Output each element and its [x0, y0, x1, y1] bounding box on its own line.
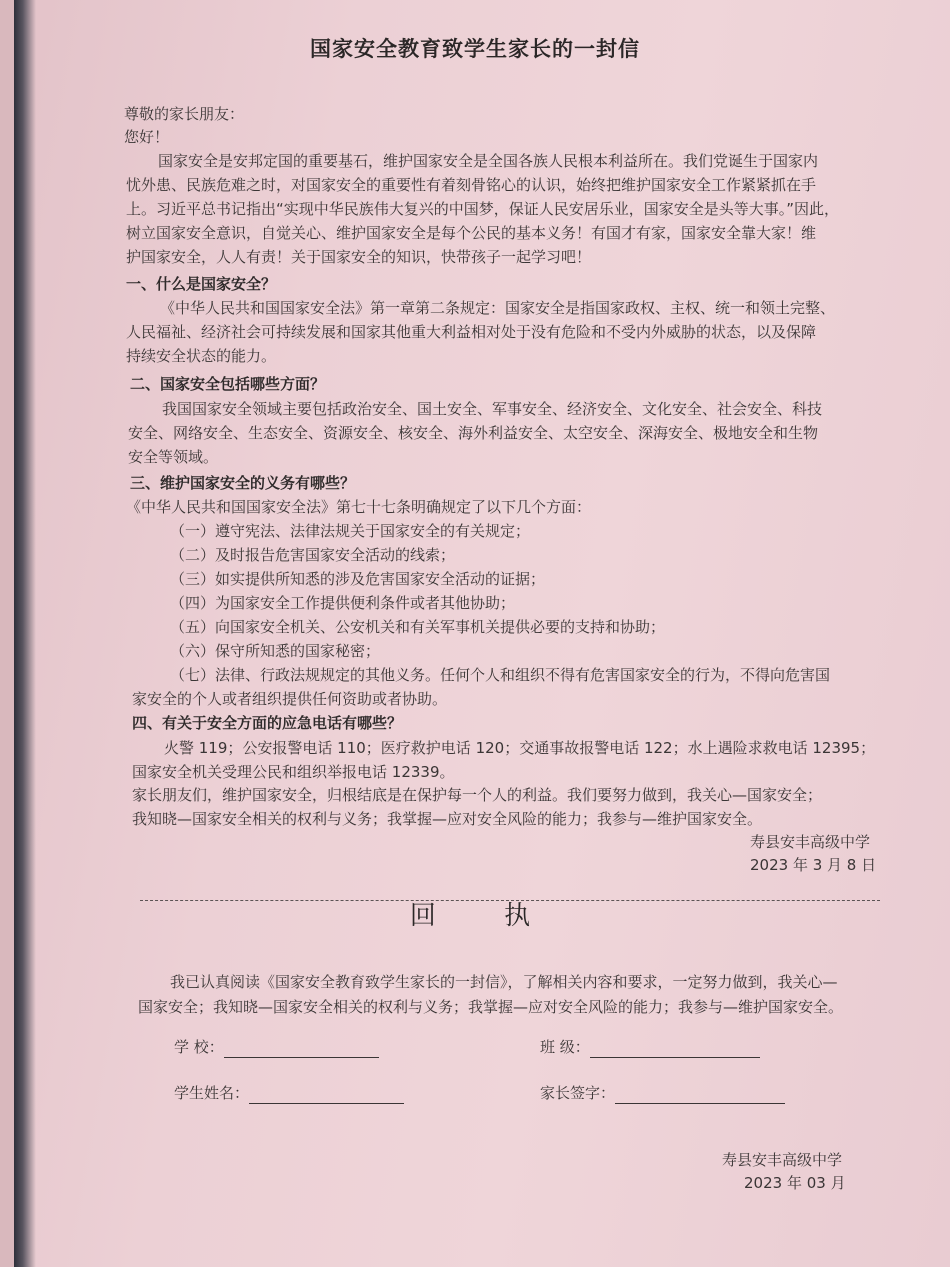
letter-date: 2023 年 3 月 8 日 [750, 856, 877, 874]
student-name-label: 学生姓名： [174, 1084, 250, 1102]
closing-line: 我知晓—国家安全相关的权利与义务；我掌握—应对安全风险的能力；我参与—维护国家安全。 [132, 810, 763, 828]
receipt-date: 2023 年 03 月 [744, 1174, 846, 1192]
section1-heading: 一、什么是国家安全？ [126, 275, 277, 293]
class-field-label: 班 级： [540, 1038, 590, 1056]
section1-line: 人民福祉、经济社会可持续发展和国家其他重大利益相对处于没有危险和不受内外威胁的状态，以及保障 [126, 323, 817, 341]
section3-item: （四）为国家安全工作提供便利条件或者其他协助； [170, 594, 516, 612]
student-name-field [174, 1082, 404, 1104]
section2-line: 我国国家安全领域主要包括政治安全、国土安全、军事安全、经济安全、文化安全、社会安全、科技 [162, 400, 823, 418]
parent-signature-label: 家长签字： [540, 1084, 616, 1102]
section3-heading: 三、维护国家安全的义务有哪些？ [130, 474, 356, 492]
section2-heading: 二、国家安全包括哪些方面？ [130, 375, 326, 393]
receipt-body-line: 我已认真阅读《国家安全教育致学生家长的一封信》，了解相关内容和要求，一定努力做到，我关心— [170, 973, 838, 991]
salutation: 尊敬的家长朋友： [124, 105, 245, 123]
section3-item: （五）向国家安全机关、公安机关和有关军事机关提供必要的支持和协助； [170, 618, 666, 636]
page-edge-shadow [14, 0, 36, 1267]
receipt-body-line: 国家安全；我知晓—国家安全相关的权利与义务；我掌握—应对安全风险的能力；我参与—维护国家安全。 [138, 998, 844, 1016]
section4-heading: 四、有关于安全方面的应急电话有哪些？ [132, 714, 403, 732]
intro-line: 忧外患、民族危难之时，对国家安全的重要性有着刻骨铭心的认识，始终把维护国家安全工作紧紧抓在手 [126, 176, 817, 194]
class-input-line[interactable] [590, 1041, 760, 1058]
intro-line: 树立国家安全意识，自觉关心、维护国家安全是每个公民的基本义务！有国才有家，国家安全靠大家！维 [126, 224, 817, 242]
section3-intro: 《中华人民共和国国家安全法》第七十七条明确规定了以下几个方面： [126, 498, 592, 516]
section4-phones: 火警 119；公安报警电话 110；医疗救护电话 120；交通事故报警电话 122；水上遇险求救电话 12395； [164, 739, 876, 757]
intro-line: 国家安全是安邦定国的重要基石，维护国家安全是全国各族人民根本利益所在。我们党诞生于国家内 [158, 152, 819, 170]
letter-title: 国家安全教育致学生家长的一封信 [310, 37, 640, 61]
school-field-label: 学 校： [174, 1038, 224, 1056]
closing-line: 家长朋友们，维护国家安全，归根结底是在保护每一个人的利益。我们要努力做到，我关心—国家安全； [132, 786, 823, 804]
section3-item: （六）保守所知悉的国家秘密； [170, 642, 381, 660]
section3-item: （三）如实提供所知悉的涉及危害国家安全活动的证据； [170, 570, 546, 588]
section1-line: 持续安全状态的能力。 [126, 347, 277, 365]
receipt-title: 回 执 [409, 901, 561, 931]
section3-item-cont: 家安全的个人或者组织提供任何资助或者协助。 [132, 690, 448, 708]
section3-item: （二）及时报告危害国家安全活动的线索； [170, 546, 456, 564]
section4-phones-cont: 国家安全机关受理公民和组织举报电话 12339。 [132, 763, 455, 781]
section1-line: 《中华人民共和国国家安全法》第一章第二条规定：国家安全是指国家政权、主权、统一和领土完整、 [160, 299, 836, 317]
letter-signer: 寿县安丰高级中学 [750, 833, 871, 851]
section2-line: 安全、网络安全、生态安全、资源安全、核安全、海外利益安全、太空安全、深海安全、极地安全和生物 [128, 424, 819, 442]
greeting: 您好！ [124, 128, 170, 146]
section3-item: （一）遵守宪法、法律法规关于国家安全的有关规定； [170, 522, 531, 540]
intro-line: 护国家安全，人人有责！关于国家安全的知识，快带孩子一起学习吧！ [126, 248, 592, 266]
student-name-input-line[interactable] [249, 1087, 404, 1104]
parent-signature-input-line[interactable] [615, 1087, 785, 1104]
parent-signature-field [540, 1082, 785, 1104]
receipt-signer: 寿县安丰高级中学 [722, 1151, 843, 1169]
school-input-line[interactable] [224, 1041, 379, 1058]
section3-item: （七）法律、行政法规规定的其他义务。任何个人和组织不得有危害国家安全的行为，不得向危害国 [170, 666, 831, 684]
section2-line: 安全等领域。 [128, 448, 219, 466]
intro-line: 上。习近平总书记指出“实现中华民族伟大复兴的中国梦，保证人民安居乐业，国家安全是头等大事。”因此， [126, 200, 840, 218]
school-field [174, 1036, 379, 1058]
class-field [540, 1036, 760, 1058]
